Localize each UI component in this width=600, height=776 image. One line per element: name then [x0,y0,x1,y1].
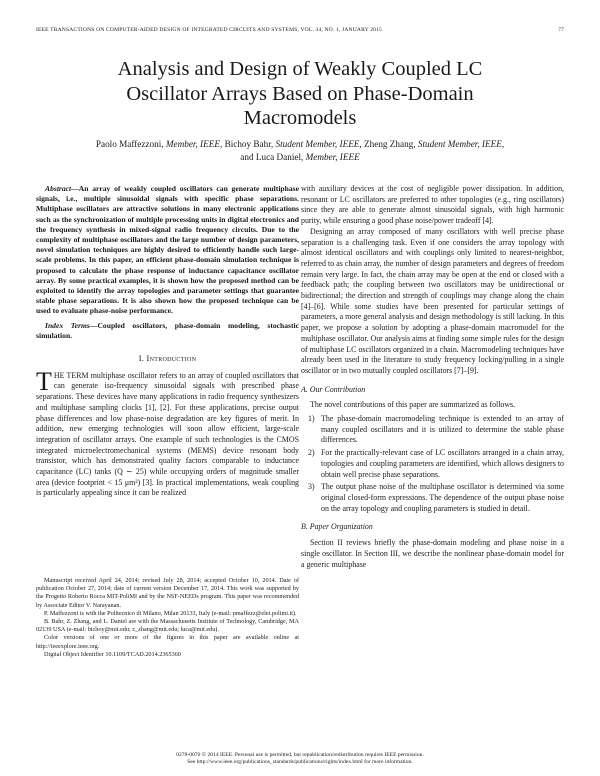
subsection-heading-contribution: A. Our Contribution [301,384,366,394]
author-role: Member, IEEE, [165,139,223,149]
abstract [36,184,299,317]
title-line-1: Analysis and Design of Weakly Coupled LC [117,58,483,80]
index-terms [36,321,299,341]
intro-paragraph-1-continued: with auxiliary devices at the cost of negligible power dissipation. In addition, resonant or LC oscillators are preferred to other topologies (e.g., ring oscillators) since they are able to generate almost sinusoidal signals, with high harmonic purity, while ensuring a good phase noise/power tradeoff [4]. [301,184,564,226]
intro-lead-words: HE TERM [53,370,89,380]
author-role: Member, IEEE [305,152,360,162]
author-role: Student Member, IEEE, [275,139,362,149]
author-role: Student Member, IEEE, [417,139,505,149]
contribution-list [301,414,564,514]
abstract-text: —An array of weakly coupled oscillators can generate multiphase signals, i.e., multiple sinusoidal signals with specific phase separations. Multiphase oscillators are attractive solutions in many electronic applications such as the synchronization of multiple processing units in digital electronics and the frequency synthesis in mixed-signal radio frequency circuits. Due to the complexity of multiphase oscillators and the large number of design parameters, novel simulation techniques are highly desired to efficiently handle such large-scale problems. In this paper, an efficient phase-domain simulation technique is proposed to calculate the phase response of inductance capacitance oscillator array. By some practical examples, it is shown how the proposed method can be exploited to identify the array topologies and parameter settings that guarantee stable phase separations. It is also shown how the proposed technique can be used to evaluate phase-noise performance. [36,184,299,316]
author-name: and Luca Daniel, [240,152,304,162]
organization-paragraph: Section II reviews briefly the phase-domain modeling and phase noise in a single oscillator. In Section III, we describe the nonlinear phase-domain model for a generic multiphase [301,538,564,569]
section-number: I. [138,354,145,364]
abstract-label: Abstract [45,184,72,193]
drop-cap: T [36,366,52,396]
list-item [301,482,564,514]
footnote-manuscript: Manuscript received April 24, 2014; revised July 28, 2014; accepted October 10, 2014. Date of publication October 27, 2014; date of current version December 17, 2014. This work was supported by the Progetto Roberto Rocca MIT-PoliMI and by the NSF-NEEDs program. This paper was recommended by Associate Editor V. Narayanan. [36,577,299,609]
author-name: Paolo Maffezzoni, [95,139,164,149]
journal-name: IEEE TRANSACTIONS ON COMPUTER-AIDED DESIGN OF INTEGRATED CIRCUITS AND SYSTEMS, VOL. 34, NO. 1, JANUARY 2015 [36,27,382,33]
list-item-number: 1) [308,414,315,424]
list-item-number: 3) [308,482,315,492]
section-title: Introduction [146,354,197,364]
footnote-color-versions: Color versions of one or more of the figures in this paper are available online at http://ieeexplore.ieee.org. [36,634,299,650]
footnote-block [36,577,299,659]
section-heading-introduction [36,354,299,365]
footnote-doi: Digital Object Identifier 10.1109/TCAD.2014.2365360 [44,650,181,658]
author-list [40,138,560,164]
subsection-heading-organization: B. Paper Organization [301,522,373,532]
copyright-notice [30,752,570,767]
list-item-text: For the practically-relevant case of LC oscillators arranged in a chain array, topologies and coupling parameters are identified, which allows designers to obtain well precise phase separations. [321,448,564,479]
intro-text: multiphase oscillator refers to an array of coupled oscillators that can generate iso-frequency sinusoidal signals with prescribed phase separations. These devices have many applications in radio frequency synthesizers and multiphase sampling clocks [1], [2]. For these applications, precise output phase differences and low phase-noise degradation are key figures of merit. In addition, new emerging technologies will soon allow efficient, large-scale integration of oscillator arrays. One example of such technologies is the CMOS integrated microelectromechanical systems (MEMS) device resonant body transistor, which has demonstrated quality factors comparable to inductance capacitance (LC) tanks (Q ∼ 25) while occupying orders of magnitude smaller area (device footprint < 15 μm²) [3]. In practical implementations, weak coupling is particularly appealing since it can be realized [36,370,299,498]
title-line-2: Oscillator Arrays Based on Phase-Domain [126,82,474,105]
page-number: 77 [558,27,564,33]
running-header [36,27,564,33]
list-item [301,414,564,446]
list-item-text: The phase-domain macromodeling technique is extended to an array of many coupled oscillators and it is utilized to determine the stable phase differences. [321,414,564,445]
intro-paragraph-1 [36,366,299,499]
list-item [301,448,564,480]
contribution-intro: The novel contributions of this paper are summarized as follows. [310,400,516,410]
right-column [301,184,564,570]
list-item-number: 2) [308,448,315,458]
author-name: Bichoy Bahr, [224,139,274,149]
footnote-affiliation: P. Maffezzoni is with the Politecnico di Milano, Milan 20133, Italy (e-mail: pmaffezz@elet.polimi.it). [44,609,297,617]
left-column [36,184,299,499]
index-terms-label: Index Terms [45,320,90,330]
title-line-3: Macromodels [243,107,357,129]
copyright-line-2: See http://www.ieee.org/publications_standards/publications/rights/index.html for more information. [187,759,413,766]
author-name: Zheng Zhang, [364,139,416,149]
intro-paragraph-2: Designing an array composed of many oscillators with well precise phase separation is a challenging task. Even if one considers the array topology with almost identical oscillators and with couplings only limited to nearest-neighbor, referred to as chain array, the number of design parameters and degrees of freedom remain very large. In fact, the chain array may be open at the end or closed with a feedback path; the coupling between two oscillators may be unidirectional or bidirectional; the direction and strength of couplings may change along the chain [4]–[6]. While some studies have been presented for particular settings of parameters, a more general analysis and design methodology is still lacking. In this paper, we propose a solution by adopting a phase-domain macromodel for the multiphase oscillator. Our analysis aims at finding some simple rules for the design of multiphase LC oscillators organized in a chain. Macromodeling techniques have already been used in the literature to study frequency locking/pulling in a single oscillator or in two mutually coupled oscillators [7]–[9]. [301,226,564,375]
copyright-line-1: 0278-0070 © 2014 IEEE. Personal use is permitted, but republication/redistribution requires IEEE permission. [176,752,424,758]
footnote-affiliation: B. Bahr, Z. Zhang, and L. Daniel are with the Massachusetts Institute of Technology, Cambridge, MA 02139 USA (e-mail: bichoy@mit.edu; z_zhang@mit.edu; luca@mit.edu). [36,618,299,634]
list-item-text: The output phase noise of the multiphase oscillator is determined via some original closed-form expressions. The dependence of the output phase noise on the array topology and coupling parameters is studied in detail. [321,482,564,513]
index-terms-text: —Coupled oscillators, phase-domain modeling, stochastic simulation. [36,320,299,340]
paper-title [60,57,540,131]
